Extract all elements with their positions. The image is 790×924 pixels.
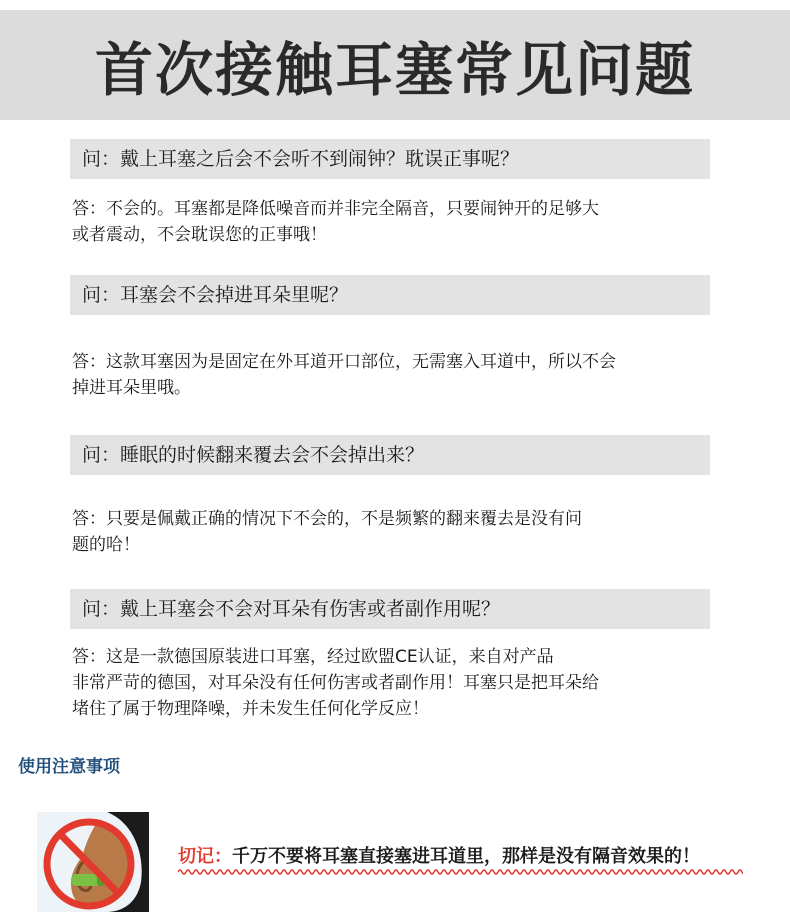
faq-answer-2 [72,349,712,401]
warning-body: 千万不要将耳塞直接塞进耳道里，那样是没有隔音效果的！ [232,846,700,867]
faq-question-2: 问：耳塞会不会掉进耳朵里呢？ [70,275,710,315]
answer-line: 答：这是一款德国原装进口耳塞，经过欧盟CE认证，来自对产品 [72,647,554,667]
answer-line: 题的哈！ [72,535,140,555]
faq-answer-4 [72,644,712,722]
title-banner [0,10,790,120]
answer-line: 答：这款耳塞因为是固定在外耳道开口部位，无需塞入耳道中，所以不会 [72,352,616,372]
faq-answer-3 [72,506,712,558]
warning-message [178,842,700,868]
answer-line: 答：不会的。耳塞都是降低噪音而并非完全隔音，只要闹钟开的足够大 [72,199,599,219]
wavy-underline [178,868,743,876]
answer-line: 或者震动，不会耽误您的正事哦！ [72,225,327,245]
faq-question-1: 问：戴上耳塞之后会不会听不到闹钟？耽误正事呢？ [70,139,710,179]
usage-notes-heading: 使用注意事项 [18,757,120,777]
answer-line: 堵住了属于物理降噪，并未发生任何化学反应！ [72,699,429,719]
faq-question-4: 问：戴上耳塞会不会对耳朵有伤害或者副作用呢？ [70,589,710,629]
warning-label: 切记： [178,846,232,867]
faq-answer-1 [72,196,712,248]
page-title: 首次接触耳塞常见问题 [94,36,695,104]
answer-line: 非常严苛的德国，对耳朵没有任何伤害或者副作用！耳塞只是把耳朵给 [72,673,599,693]
answer-line: 答：只要是佩戴正确的情况下不会的，不是频繁的翻来覆去是没有问 [72,509,582,529]
no-insert-earplug-icon [37,812,149,912]
answer-line: 掉进耳朵里哦。 [72,378,191,398]
faq-question-3: 问：睡眠的时候翻来覆去会不会掉出来？ [70,435,710,475]
